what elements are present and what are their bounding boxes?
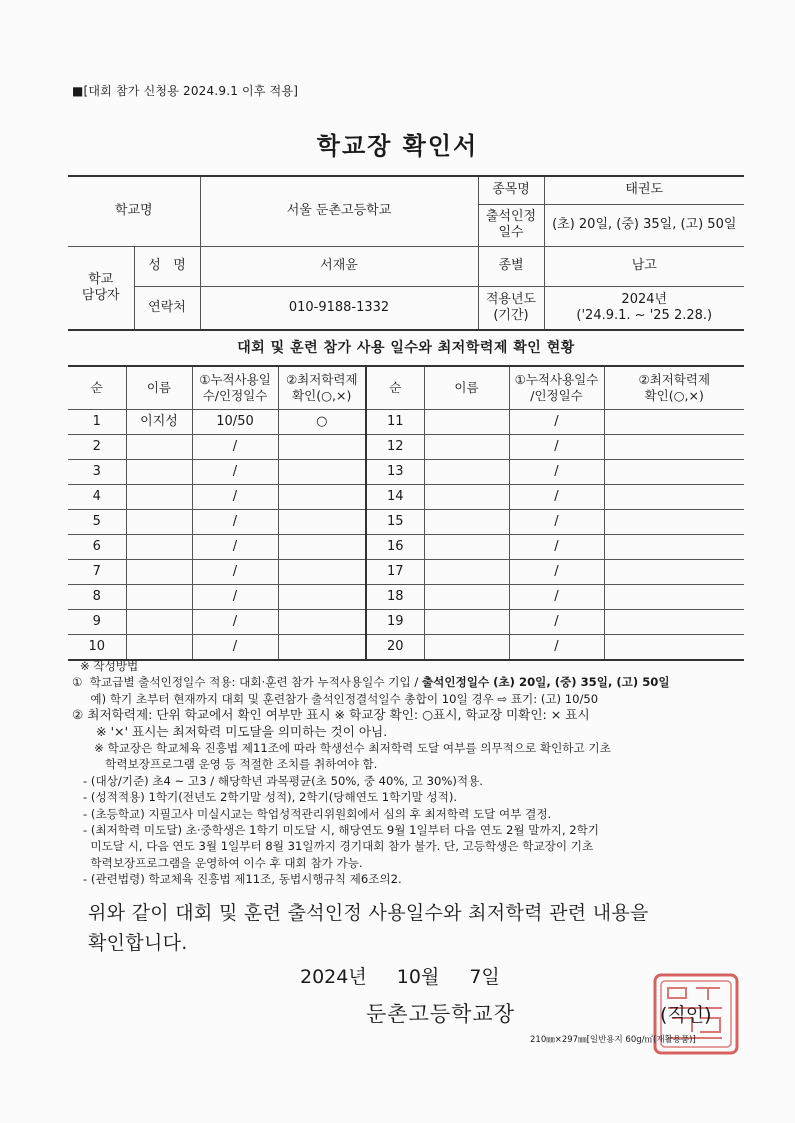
attendance-label: 출석인정 일수 <box>478 204 544 246</box>
row-days-right: / <box>509 635 604 661</box>
year-value: 2024년 ('24.9.1. ~ '25 2.28.) <box>544 286 744 330</box>
sport-label: 종목명 <box>478 176 544 204</box>
document-title: 학교장 확인서 <box>316 132 479 160</box>
school-label: 학교명 <box>68 176 200 246</box>
row-academic-right <box>604 485 744 510</box>
row-academic-right <box>604 535 744 560</box>
row-days: / <box>192 610 278 635</box>
row-name-right <box>424 435 509 460</box>
records-header-row <box>68 366 744 410</box>
row-name <box>126 610 192 635</box>
row-days-right: / <box>509 510 604 535</box>
table-row <box>68 560 744 585</box>
row-academic <box>278 535 366 560</box>
name-label: 성 명 <box>134 246 200 286</box>
row-academic <box>278 435 366 460</box>
row-no-right: 13 <box>366 460 424 485</box>
person-label: 학교 담당자 <box>68 246 134 330</box>
table-row <box>68 410 744 435</box>
header-name: 이름 <box>126 366 192 410</box>
person-name: 서재윤 <box>200 246 478 286</box>
detail-4a: - (최저학력 미도달) 초·중학생은 1학기 미도달 시, 해당연도 9월 1일부터 다음 연도 2월 말까지, 2학기 <box>72 823 600 838</box>
row-no: 5 <box>68 510 126 535</box>
row-academic <box>278 460 366 485</box>
row-academic <box>278 610 366 635</box>
row-name-right <box>424 510 509 535</box>
row-name <box>126 510 192 535</box>
table-row <box>68 510 744 535</box>
row-no-right: 16 <box>366 535 424 560</box>
row-academic <box>278 485 366 510</box>
row-no-right: 11 <box>366 410 424 435</box>
row-academic-right <box>604 510 744 535</box>
row-days: / <box>192 510 278 535</box>
row-name-right <box>424 610 509 635</box>
row-no-right: 17 <box>366 560 424 585</box>
row-days: / <box>192 485 278 510</box>
note-2: ② 최저학력제: 단위 학교에서 확인 여부만 표시 ※ 학교장 확인: ○표시, 학교장 미확인: × 표시 <box>72 707 590 723</box>
row-name <box>126 560 192 585</box>
row-days: / <box>192 535 278 560</box>
row-academic-right <box>604 410 744 435</box>
row-days-right: / <box>509 460 604 485</box>
row-academic <box>278 585 366 610</box>
header-name-right: 이름 <box>424 366 509 410</box>
row-name <box>126 585 192 610</box>
row-name-right <box>424 460 509 485</box>
row-academic: ○ <box>278 410 366 435</box>
row-days-right: / <box>509 560 604 585</box>
detail-2: - (성적적용) 1학기(전년도 2학기말 성적), 2학기(당해연도 1학기말 성적). <box>72 790 458 805</box>
row-no-right: 19 <box>366 610 424 635</box>
row-no: 8 <box>68 585 126 610</box>
sport-value: 태권도 <box>544 176 744 204</box>
row-no: 3 <box>68 460 126 485</box>
date-day: 7일 <box>469 966 500 988</box>
seal-label: (직인) <box>660 1004 712 1026</box>
notes-heading: ※ 작성방법 <box>80 659 139 673</box>
date-month: 10월 <box>396 966 440 988</box>
header-academic-right: ②최저학력제 확인(○,×) <box>604 366 744 410</box>
row-name-right <box>424 410 509 435</box>
detail-1: - (대상/기준) 초4 ~ 고3 / 해당학년 과목평균(초 50%, 중 40%, 고 30%)적용. <box>72 773 483 788</box>
row-days-right: / <box>509 535 604 560</box>
note-2-x: ※ '×' 표시는 최저학력 미도달을 의미하는 것이 아님. <box>72 723 388 739</box>
row-no: 10 <box>68 635 126 661</box>
row-name <box>126 635 192 661</box>
row-name: 이지성 <box>126 410 192 435</box>
records-table <box>68 365 744 661</box>
note-1-example: 예) 학기 초부터 현재까지 대회 및 훈련참가 출석인정결석일수 총합이 10일 경우 ⇨ 표기: (고) 10/50 <box>72 691 599 706</box>
row-academic <box>278 510 366 535</box>
detail-3: - (초등학교) 지필고사 미실시교는 학업성적관리위원회에서 심의 후 최저학력 도달 여부 결정. <box>72 806 552 821</box>
row-no: 7 <box>68 560 126 585</box>
row-name <box>126 485 192 510</box>
row-days: / <box>192 635 278 661</box>
row-no: 2 <box>68 435 126 460</box>
table-row <box>68 460 744 485</box>
row-no-right: 15 <box>366 510 424 535</box>
row-academic-right <box>604 435 744 460</box>
detail-5: - (관련법령) 학교체육 진흥법 제11조, 동법시행규칙 제6조의2. <box>72 872 402 887</box>
note-2-sub-2: 학력보장프로그램 운영 등 적절한 조치를 취하여야 함. <box>72 757 378 772</box>
row-no-right: 20 <box>366 635 424 661</box>
row-name-right <box>424 585 509 610</box>
row-name-right <box>424 560 509 585</box>
note-2-sub-1: ※ 학교장은 학교체육 진흥법 제11조에 따라 학생선수 최저학력 도달 여부를 의무적으로 확인하고 기초 <box>72 741 611 756</box>
school-info-table <box>68 175 744 331</box>
row-days: 10/50 <box>192 410 278 435</box>
row-days-right: / <box>509 585 604 610</box>
table-row <box>68 635 744 661</box>
contact-value: 010-9188-1332 <box>200 286 478 330</box>
row-academic-right <box>604 610 744 635</box>
header-note: ■[대회 참가 신청용 2024.9.1 이후 적용] <box>72 84 299 98</box>
row-no: 9 <box>68 610 126 635</box>
row-name <box>126 460 192 485</box>
row-days-right: / <box>509 410 604 435</box>
date-year: 2024년 <box>300 966 367 988</box>
row-days-right: / <box>509 435 604 460</box>
row-name-right <box>424 535 509 560</box>
row-no: 1 <box>68 410 126 435</box>
header-academic: ②최저학력제 확인(○,×) <box>278 366 366 410</box>
row-academic-right <box>604 585 744 610</box>
row-days-right: / <box>509 485 604 510</box>
row-academic <box>278 635 366 661</box>
header-no: 순 <box>68 366 126 410</box>
paper-spec-note: 210㎜×297㎜[일반용지 60g/㎡(재활용품)] <box>530 1035 696 1045</box>
note-1: ① 학교급별 출석인정일수 적용: 대회·훈련 참가 누적사용일수 기입 / 출석인정일수 (초) 20일, (중) 35일, (고) 50일 <box>72 675 670 690</box>
header-days-right: ①누적사용일수 /인정일수 <box>509 366 604 410</box>
row-days: / <box>192 435 278 460</box>
row-days: / <box>192 560 278 585</box>
row-academic-right <box>604 635 744 661</box>
row-no-right: 12 <box>366 435 424 460</box>
row-no-right: 14 <box>366 485 424 510</box>
header-no-right: 순 <box>366 366 424 410</box>
row-name <box>126 535 192 560</box>
row-no: 4 <box>68 485 126 510</box>
section-title: 대회 및 훈련 참가 사용 일수와 최저학력제 확인 현황 <box>237 340 575 356</box>
table-row <box>68 610 744 635</box>
gender-label: 종별 <box>478 246 544 286</box>
confirmation-date <box>300 962 524 989</box>
row-academic-right <box>604 560 744 585</box>
row-name-right <box>424 485 509 510</box>
row-name-right <box>424 635 509 661</box>
row-days-right: / <box>509 610 604 635</box>
confirmation-statement: 위와 같이 대회 및 훈련 출석인정 사용일수와 최저학력 관련 내용을 확인합니다. <box>88 902 649 954</box>
detail-4b: 미도달 시, 다음 연도 3월 1일부터 8월 31일까지 경기대회 참가 불가. 단, 고등학생은 학교장이 기초 <box>72 839 594 854</box>
row-no: 6 <box>68 535 126 560</box>
detail-4c: 학력보장프로그램을 운영하여 이수 후 대회 참가 가능. <box>72 855 363 870</box>
row-academic-right <box>604 460 744 485</box>
table-row <box>68 435 744 460</box>
table-row <box>68 535 744 560</box>
table-row <box>68 585 744 610</box>
row-days: / <box>192 585 278 610</box>
principal-name: 둔촌고등학교장 <box>366 1002 516 1026</box>
contact-label: 연락처 <box>134 286 200 330</box>
row-no-right: 18 <box>366 585 424 610</box>
attendance-value: (초) 20일, (중) 35일, (고) 50일 <box>544 204 744 246</box>
row-days: / <box>192 460 278 485</box>
gender-value: 남고 <box>544 246 744 286</box>
year-label: 적용년도 (기간) <box>478 286 544 330</box>
row-academic <box>278 560 366 585</box>
header-days: ①누적사용일 수/인정일수 <box>192 366 278 410</box>
writing-instructions <box>72 658 752 888</box>
row-name <box>126 435 192 460</box>
table-row <box>68 485 744 510</box>
school-name: 서울 둔촌고등학교 <box>200 176 478 246</box>
